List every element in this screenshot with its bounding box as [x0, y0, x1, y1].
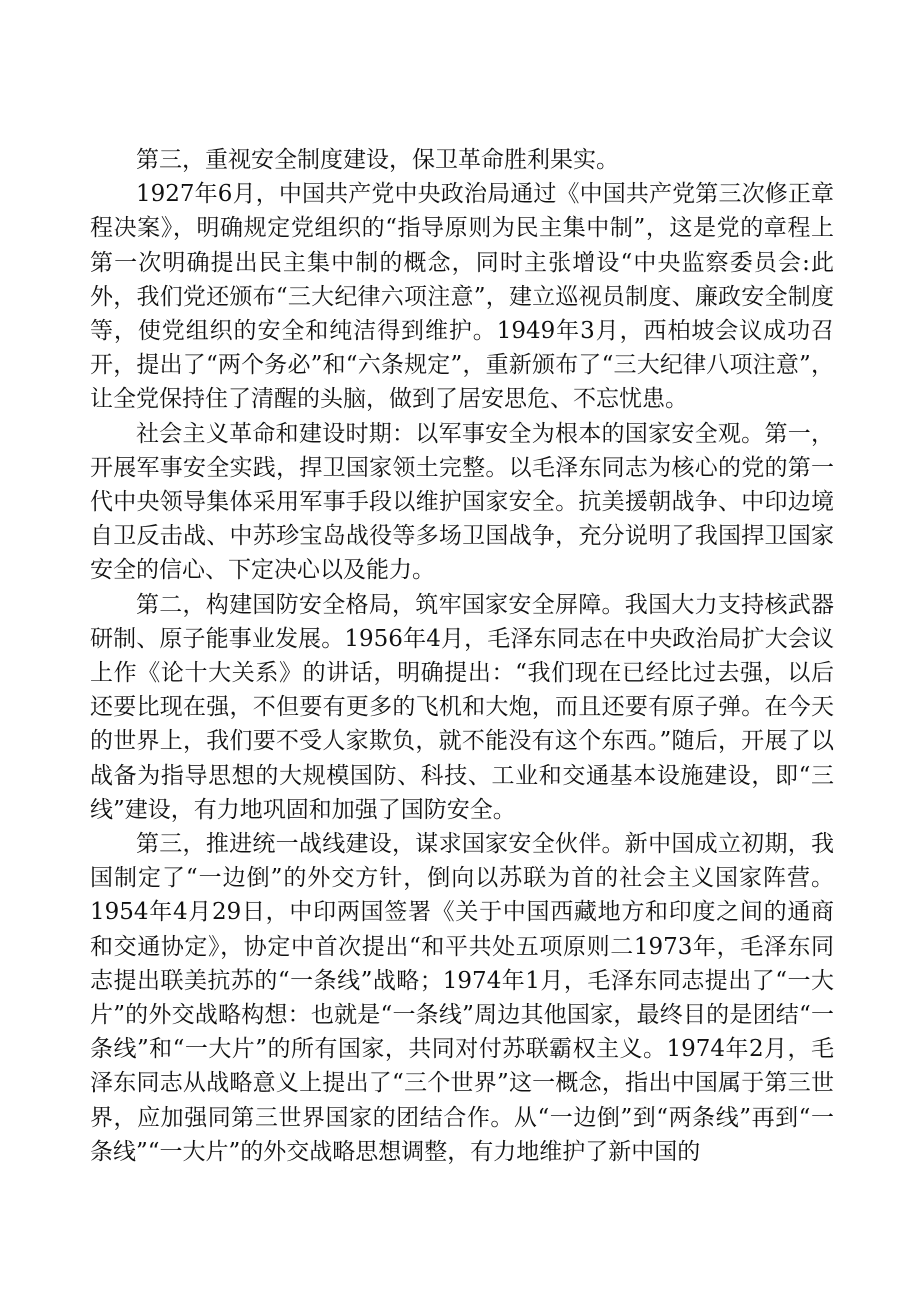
paragraph-1: 第三，重视安全制度建设，保卫革命胜利果实。	[136, 147, 619, 173]
paragraph-3: 社会主义革命和建设时期：以军事安全为根本的国家安全观。第一，开展军事安全实践，捍卫国家领土完整。以毛泽东同志为核心的党的第一代中央领导集体采用军事手段以维护国家安全。抗美援朝战争、中印边境自卫反击战、中苏珍宝岛战役等多场卫国战争，充分说明了我国捍卫国家安全的信心、下定决心以及能力。	[90, 420, 834, 584]
body-text	[90, 143, 834, 1169]
paragraph-5: 第三，推进统一战线建设，谋求国家安全伙伴。新中国成立初期，我国制定了“一边倒”的外交方针，倒向以苏联为首的社会主义国家阵营。1954年4月29日，中印两国签署《关于中国西藏地方和印度之间的通商和交通协定》，协定中首次提出“和平共处五项原则二1973年，毛泽东同志提出联美抗苏的“一条线”战略；1974年1月，毛泽东同志提出了“一大片”的外交战略构想：也就是“一条线”周边其他国家，最终目的是团结“一条线”和“一大片”的所有国家，共同对付苏联霸权主义。1974年2月，毛泽东同志从战略意义上提出了“三个世界”这一概念，指出中国属于第三世界，应加强同第三世界国家的团结合作。从“一边倒”到“两条线”再到“一条线”“一大片”的外交战略思想调整，有力地维护了新中国的	[90, 831, 834, 1165]
paragraph-2: 1927年6月，中国共产党中央政治局通过《中国共产党第三次修正章程决案》，明确规定党组织的“指导原则为民主集中制”，这是党的章程上第一次明确提出民主集中制的概念，同时主张增设“中央监察委员会:此外，我们党还颁布“三大纪律六项注意”，建立巡视员制度、廉政安全制度等，使党组织的安全和纯洁得到维护。1949年3月，西柏坡会议成功召开，提出了“两个务必”和“六条规定”，重新颁布了“三大纪律八项注意”，让全党保持住了清醒的头脑，做到了居安思危、不忘忧患。	[90, 181, 834, 413]
paragraph-4: 第二，构建国防安全格局，筑牢国家安全屏障。我国大力支持核武器研制、原子能事业发展。1956年4月，毛泽东同志在中央政治局扩大会议上作《论十大关系》的讲话，明确提出：“我们现在已经比过去强，以后还要比现在强，不但要有更多的飞机和大炮，而且还要有原子弹。在今天的世界上，我们要不受人家欺负，就不能没有这个东西。”随后，开展了以战备为指导思想的大规模国防、科技、工业和交通基本设施建设，即“三线”建设，有力地巩固和加强了国防安全。	[90, 591, 834, 823]
